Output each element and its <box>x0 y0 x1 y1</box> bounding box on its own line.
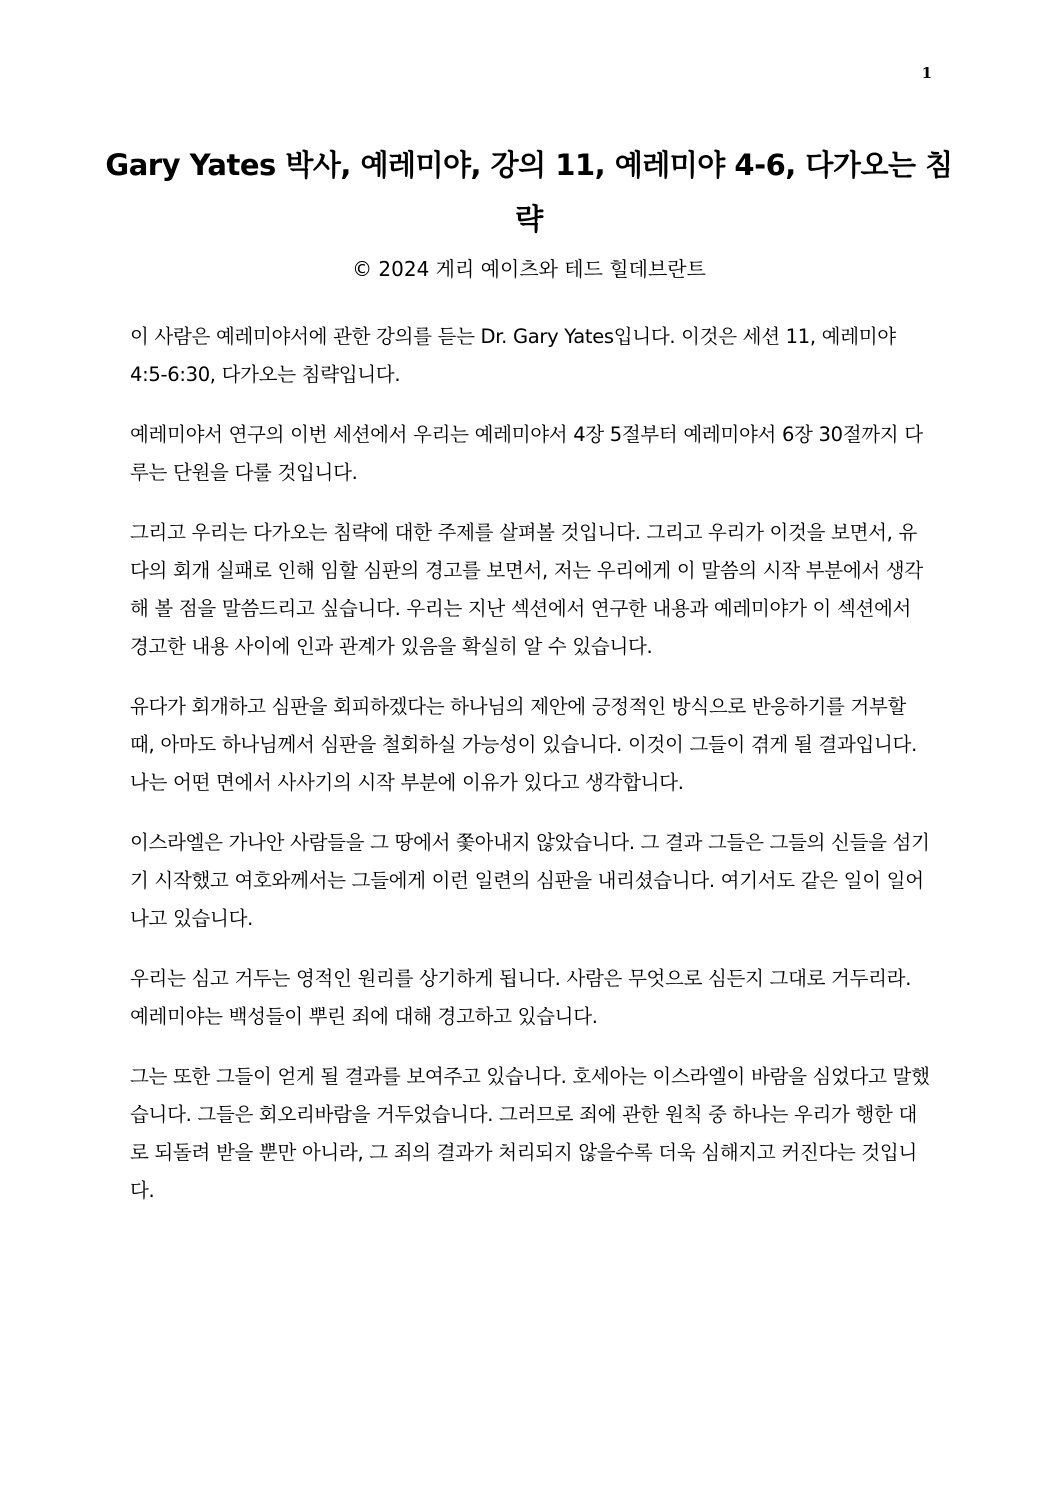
page-number: 1 <box>921 64 932 82</box>
paragraph: 그리고 우리는 다가오는 침략에 대한 주제를 살펴볼 것입니다. 그리고 우리가 이것을 보면서, 유다의 회개 실패로 인해 임할 심판의 경고를 보면서, 저는 우리에게 이 말씀의 시작 부분에서 생각해 볼 점을 말씀드리고 싶습니다. 우리는 지난 섹션에서 연구한 내용과 예레미야가 이 섹션에서 경고한 내용 사이에 인과 관계가 있음을 확실히 알 수 있습니다. <box>130 521 923 658</box>
document-body <box>130 318 930 1232</box>
paragraph: 예레미야서 연구의 이번 세션에서 우리는 예레미야서 4장 5절부터 예레미야서 6장 30절까지 다루는 단원을 다룰 것입니다. <box>130 423 923 484</box>
paragraph: 유다가 회개하고 심판을 회피하겠다는 하나님의 제안에 긍정적인 방식으로 반응하기를 거부할 때, 아마도 하나님께서 심판을 철회하실 가능성이 있습니다. 이것이 그들이 겪게 될 결과입니다. 나는 어떤 면에서 사사기의 시작 부분에 이유가 있다고 생각합니다. <box>130 695 917 794</box>
paragraph: 우리는 심고 거두는 영적인 원리를 상기하게 됩니다. 사람은 무엇으로 심든지 그대로 거두리라. 예레미야는 백성들이 뿌린 죄에 대해 경고하고 있습니다. <box>130 967 912 1028</box>
paragraph: 이스라엘은 가나안 사람들을 그 땅에서 쫓아내지 않았습니다. 그 결과 그들은 그들의 신들을 섬기기 시작했고 여호와께서는 그들에게 이런 일련의 심판을 내리셨습니다. 여기서도 같은 일이 일어나고 있습니다. <box>130 831 930 930</box>
copyright-line: © 2024 게리 예이츠와 테드 힐데브란트 <box>352 257 706 281</box>
document-title: Gary Yates 박사, 예레미야, 강의 11, 예레미야 4-6, 다가오는 침략 <box>105 148 953 236</box>
paragraph: 그는 또한 그들이 얻게 될 결과를 보여주고 있습니다. 호세아는 이스라엘이 바람을 심었다고 말했습니다. 그들은 회오리바람을 거두었습니다. 그러므로 죄에 관한 원칙 중 하나는 우리가 행한 대로 되돌려 받을 뿐만 아니라, 그 죄의 결과가 처리되지 않을수록 더욱 심해지고 커진다는 것입니다. <box>130 1065 930 1202</box>
paragraph: 이 사람은 예레미야서에 관한 강의를 듣는 Dr. Gary Yates입니다. 이것은 세션 11, 예레미야 4:5-6:30, 다가오는 침략입니다. <box>130 325 896 386</box>
